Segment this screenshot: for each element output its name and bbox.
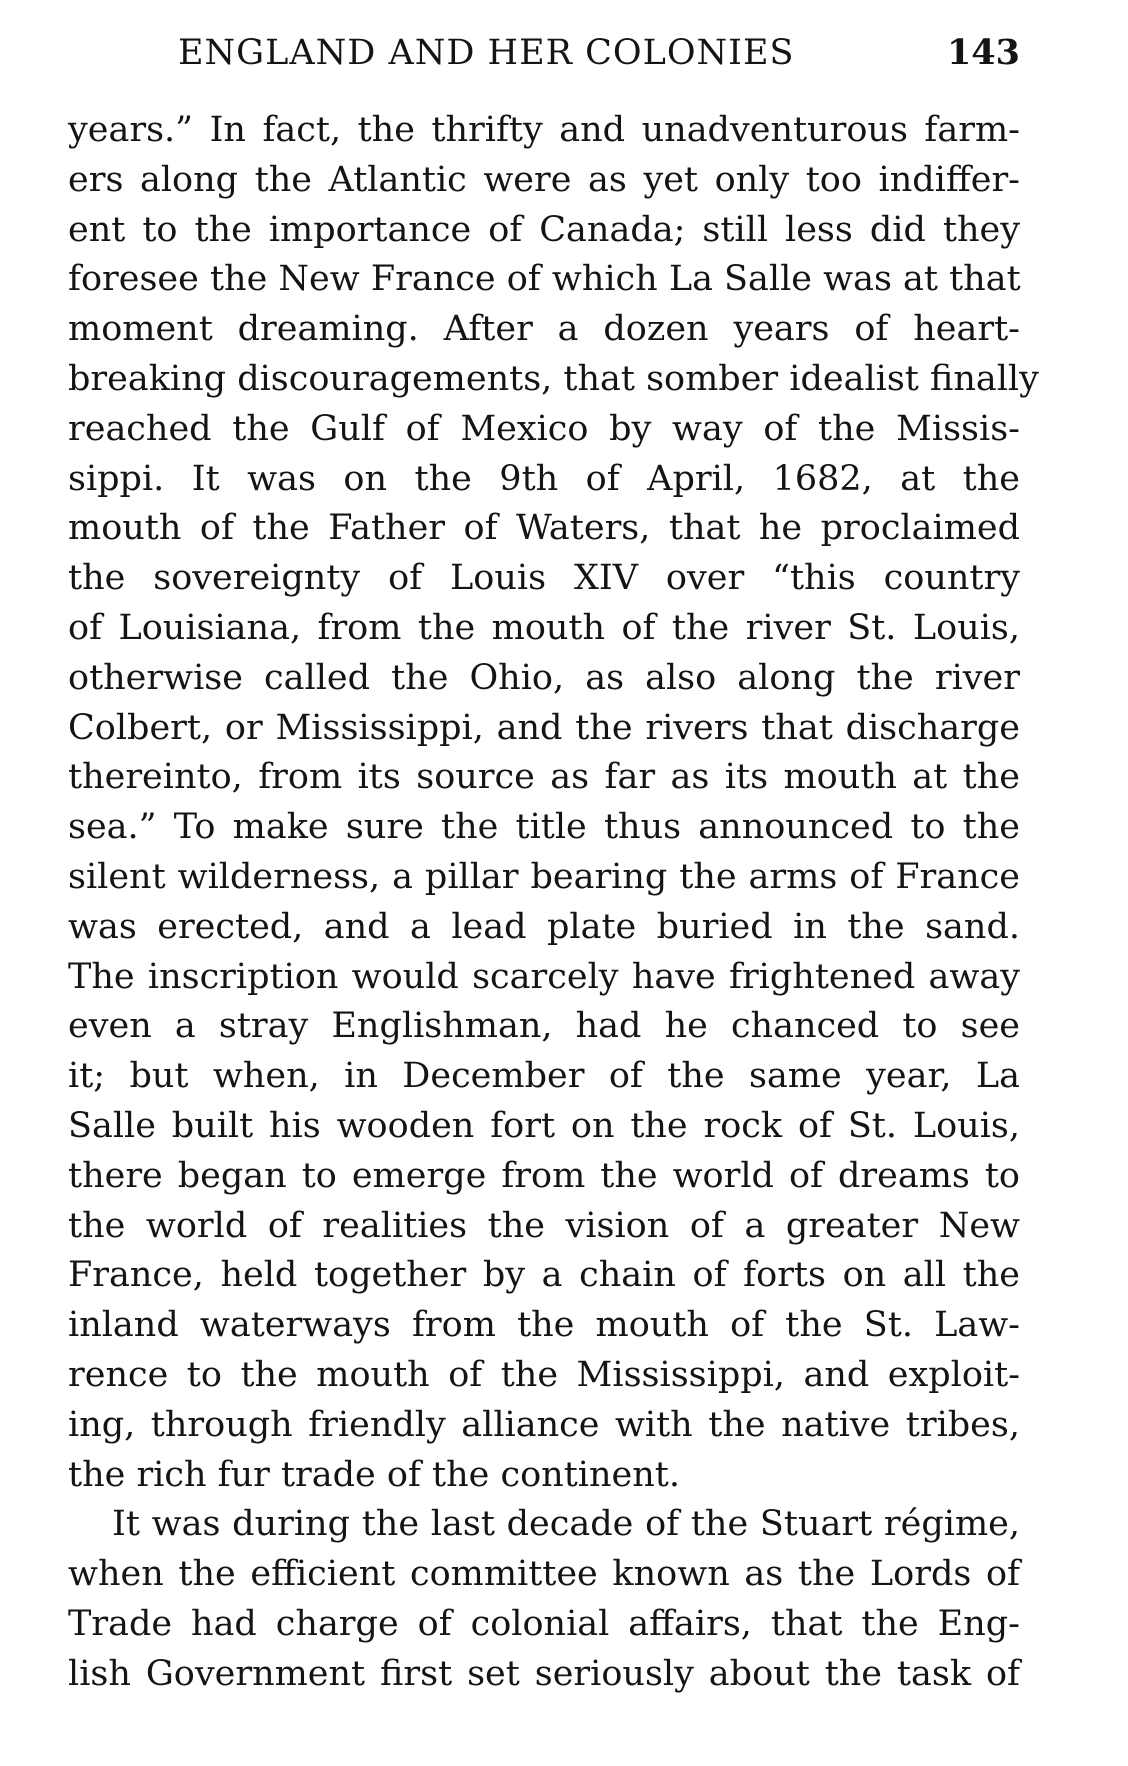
text-line: was erected, and a lead plate buried in the sand. xyxy=(68,906,1020,947)
text-line: when the efficient committee known as the Lords of xyxy=(68,1554,1020,1595)
text-line: the world of realities the vision of a greater New xyxy=(68,1205,1020,1246)
text-line: years.” In fact, the thrifty and unadventurous farm- xyxy=(68,110,1020,150)
text-line: there began to emerge from the world of dreams to xyxy=(68,1155,1020,1196)
body-text xyxy=(68,106,1039,1700)
text-line: sea.” To make sure the title thus announced to the xyxy=(68,807,1020,848)
text-line: foresee the New France of which La Salle was at that xyxy=(68,259,1021,300)
paragraph-2 xyxy=(68,1500,1020,1699)
text-line: it; but when, in December of the same year, La xyxy=(68,1056,1020,1097)
text-line: otherwise called the Ohio, as also along the river xyxy=(68,657,1020,698)
running-head xyxy=(66,28,1020,78)
text-line: silent wilderness, a pillar bearing the arms of France xyxy=(68,856,1020,897)
text-line: of Louisiana, from the mouth of the river St. Louis, xyxy=(68,607,1020,648)
text-line: breaking discouragements, that somber idealist finally xyxy=(68,358,1039,399)
text-line: even a stray Englishman, had he chanced to see xyxy=(68,1006,1020,1047)
text-line: inland waterways from the mouth of the St. Law- xyxy=(68,1305,1020,1346)
text-line: sippi. It was on the 9th of April, 1682, at the xyxy=(68,458,1020,499)
text-line: France, held together by a chain of forts on all the xyxy=(68,1255,1020,1296)
text-line: Trade had charge of colonial affairs, that the Eng- xyxy=(68,1603,1020,1644)
text-line: rence to the mouth of the Mississippi, and exploit- xyxy=(68,1354,1020,1395)
text-line: ers along the Atlantic were as yet only too indiffer- xyxy=(68,159,1020,200)
text-line: the rich fur trade of the continent. xyxy=(68,1454,680,1495)
text-line: Colbert, or Mississippi, and the rivers that discharge xyxy=(68,707,1020,748)
text-line: the sovereignty of Louis XIV over “this country xyxy=(68,558,1020,599)
text-line: thereinto, from its source as far as its mouth at the xyxy=(68,757,1020,798)
page-number: 143 xyxy=(946,32,1020,73)
text-line: Salle built his wooden fort on the rock of St. Louis, xyxy=(68,1105,1020,1146)
text-line: lish Government first set seriously about the task of xyxy=(68,1653,1020,1694)
text-line: reached the Gulf of Mexico by way of the Missis- xyxy=(68,408,1020,449)
text-line: ent to the importance of Canada; still less did they xyxy=(68,209,1020,250)
running-title: ENGLAND AND HER COLONIES xyxy=(178,33,795,73)
text-line: ing, through friendly alliance with the native tribes, xyxy=(68,1404,1020,1445)
text-line: It was during the last decade of the Stuart régime, xyxy=(112,1504,1020,1545)
text-line: moment dreaming. After a dozen years of heart- xyxy=(68,309,1020,350)
text-line: The inscription would scarcely have frightened away xyxy=(68,956,1020,997)
text-line: mouth of the Father of Waters, that he proclaimed xyxy=(68,508,1020,549)
paragraph-1 xyxy=(68,106,1039,1500)
